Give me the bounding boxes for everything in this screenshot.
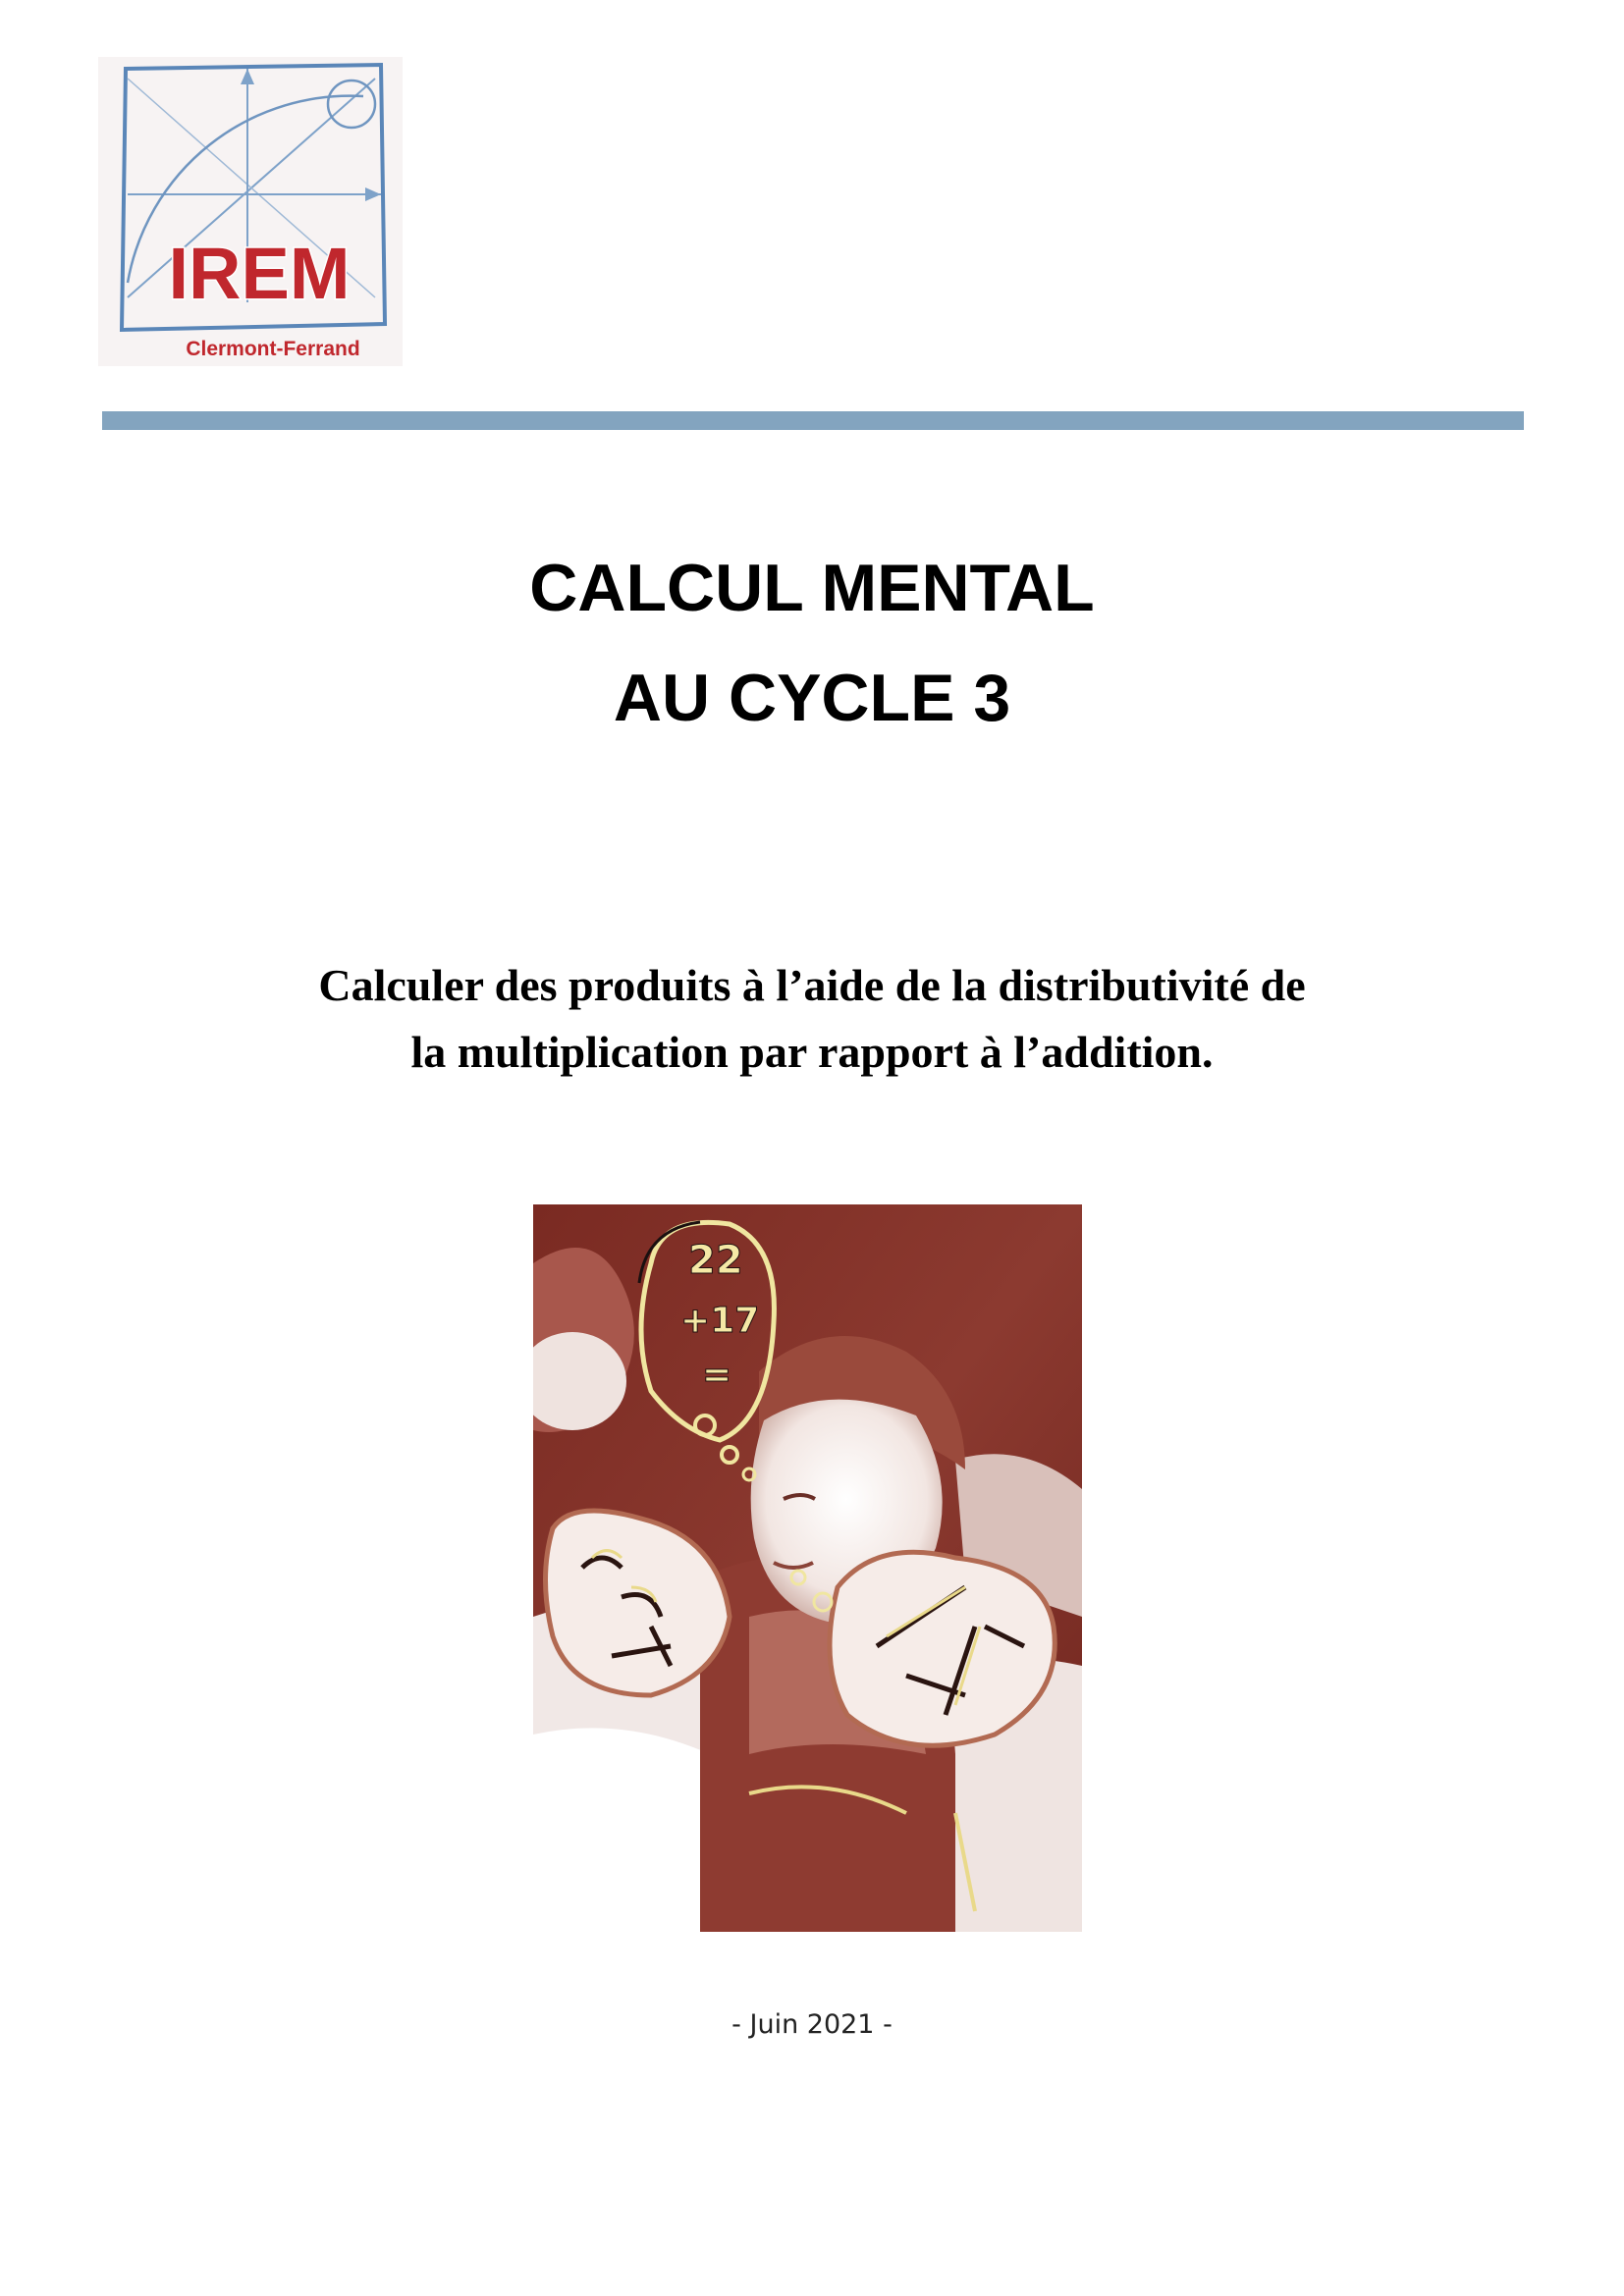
subtitle-line1: Calculer des produits à l’aide de la distributivité de [318,960,1306,1010]
publication-date: - Juin 2021 - [731,2009,893,2040]
page-title-line2: AU CYCLE 3 [613,661,1011,735]
irem-logo [98,57,403,366]
bubble-text-22: 22 [688,1238,743,1283]
logo-subtext: Clermont-Ferrand [186,338,360,360]
header-divider [102,411,1524,430]
bubble-text-17: +17 [680,1301,760,1341]
bubble-text-equals: = [702,1355,732,1395]
page-title-line1: CALCUL MENTAL [529,551,1095,625]
logo-text: IREM [168,233,351,314]
child-thinking-illustration [533,1204,1082,1932]
subtitle-line2: la multiplication par rapport à l’addition. [410,1027,1214,1077]
